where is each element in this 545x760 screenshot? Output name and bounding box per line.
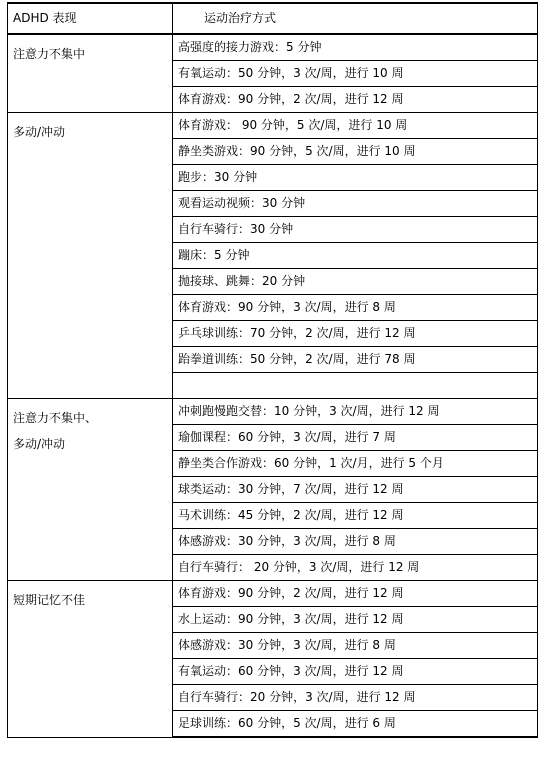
symptom-category-label: 多动/冲动 <box>13 437 66 451</box>
exercise-method-cell: 有氧运动：50 分钟，3 次/周，进行 10 周 <box>173 61 538 87</box>
exercise-method-cell: 高强度的接力游戏：5 分钟 <box>173 34 538 61</box>
symptom-category-cell <box>8 581 173 738</box>
exercise-method-cell: 抛接球、跳舞：20 分钟 <box>173 269 538 295</box>
symptom-category-label: 注意力不集中、 <box>13 411 98 425</box>
exercise-method-cell: 观看运动视频：30 分钟 <box>173 191 538 217</box>
symptom-category-label: 短期记忆不佳 <box>13 593 86 607</box>
exercise-method-cell: 静坐类游戏：90 分钟，5 次/周，进行 10 周 <box>173 139 538 165</box>
exercise-method-cell: 乒乓球训练：70 分钟，2 次/周，进行 12 周 <box>173 321 538 347</box>
symptom-category-label: 注意力不集中 <box>13 47 86 61</box>
exercise-method-cell: 瑜伽课程：60 分钟，3 次/周，进行 7 周 <box>173 425 538 451</box>
symptom-category-label: 多动/冲动 <box>13 125 66 139</box>
exercise-method-cell: 有氧运动：60 分钟，3 次/周，进行 12 周 <box>173 659 538 685</box>
exercise-method-cell: 自行车骑行：20 分钟，3 次/周，进行 12 周 <box>173 685 538 711</box>
header-method: 运动治疗方式 <box>173 3 538 34</box>
exercise-method-cell <box>173 373 538 399</box>
exercise-method-cell: 蹦床：5 分钟 <box>173 243 538 269</box>
table-row <box>8 34 538 61</box>
symptom-category-cell <box>8 113 173 399</box>
exercise-method-cell: 静坐类合作游戏：60 分钟，1 次/月，进行 5 个月 <box>173 451 538 477</box>
exercise-method-cell: 冲刺跑慢跑交替：10 分钟，3 次/周，进行 12 周 <box>173 399 538 425</box>
exercise-method-cell: 水上运动：90 分钟，3 次/周，进行 12 周 <box>173 607 538 633</box>
table-row <box>8 399 538 425</box>
exercise-method-cell: 自行车骑行： 20 分钟，3 次/周，进行 12 周 <box>173 555 538 581</box>
exercise-method-cell: 体育游戏：90 分钟，2 次/周，进行 12 周 <box>173 87 538 113</box>
exercise-method-cell: 自行车骑行：30 分钟 <box>173 217 538 243</box>
table-header-row <box>8 3 538 34</box>
header-symptom: ADHD 表现 <box>8 3 173 34</box>
adhd-exercise-table <box>7 2 538 738</box>
exercise-method-cell: 体感游戏：30 分钟，3 次/周，进行 8 周 <box>173 633 538 659</box>
table-body <box>8 34 538 737</box>
exercise-method-cell: 体育游戏： 90 分钟，5 次/周，进行 10 周 <box>173 113 538 139</box>
table-row <box>8 113 538 139</box>
symptom-category-cell <box>8 34 173 113</box>
table-row <box>8 581 538 607</box>
exercise-method-cell: 体育游戏：90 分钟，3 次/周，进行 8 周 <box>173 295 538 321</box>
exercise-method-cell: 球类运动：30 分钟，7 次/周，进行 12 周 <box>173 477 538 503</box>
exercise-method-cell: 足球训练：60 分钟，5 次/周，进行 6 周 <box>173 711 538 738</box>
exercise-method-cell: 跆拳道训练：50 分钟，2 次/周，进行 78 周 <box>173 347 538 373</box>
symptom-category-cell <box>8 399 173 581</box>
exercise-method-cell: 跑步：30 分钟 <box>173 165 538 191</box>
exercise-method-cell: 体育游戏：90 分钟，2 次/周，进行 12 周 <box>173 581 538 607</box>
exercise-method-cell: 体感游戏：30 分钟，3 次/周，进行 8 周 <box>173 529 538 555</box>
exercise-method-cell: 马术训练：45 分钟，2 次/周，进行 12 周 <box>173 503 538 529</box>
